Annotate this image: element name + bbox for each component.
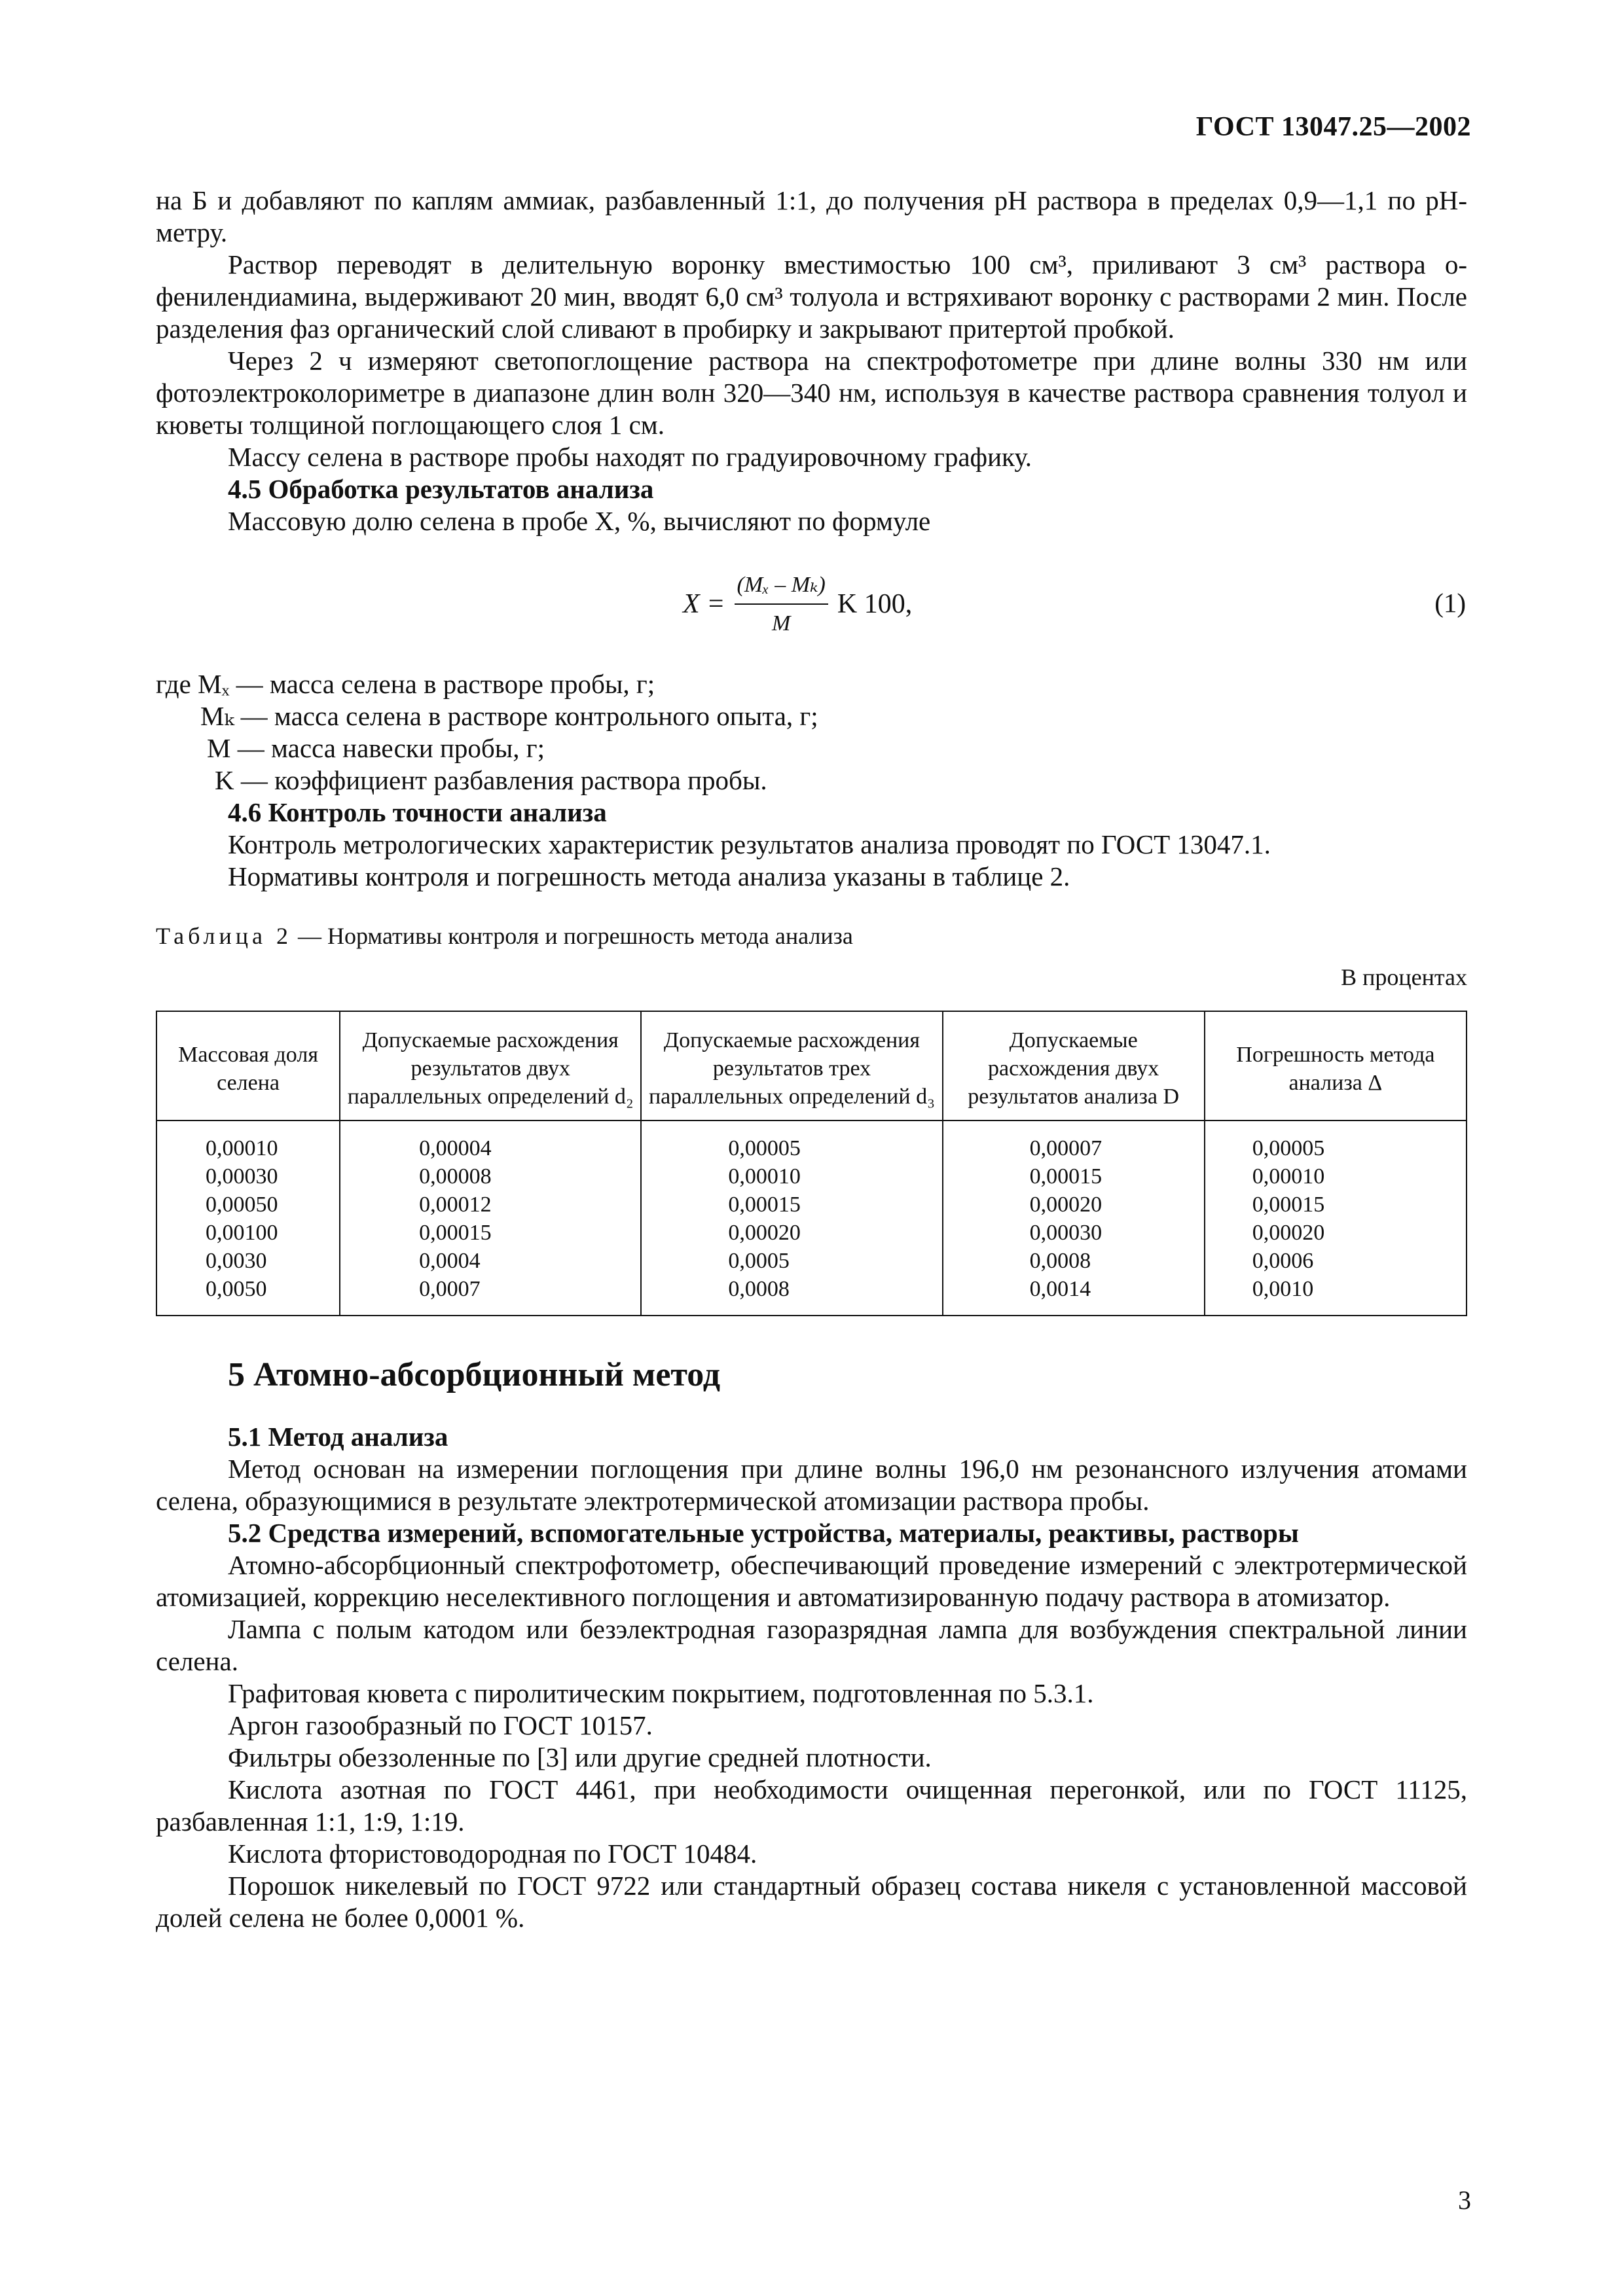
table-caption [156,920,1467,952]
paragraph: Графитовая кювета с пиролитическим покрытием, подготовленная по 5.3.1. [228,1678,1094,1708]
table-cell: 0,0004 [419,1249,481,1273]
formula-number: (1) [1434,588,1466,618]
formula-denominator: M [772,611,791,636]
table-cell: 0,00100 [206,1221,278,1245]
table-cell: 0,00004 [419,1136,492,1160]
table-cell: 0,00010 [728,1164,801,1189]
header-mass-fraction: Массовая доля селена [156,1011,340,1121]
table-cell: 0,00020 [1252,1221,1325,1245]
table-cell: 0,0010 [1252,1277,1314,1301]
table-caption-text: — Нормативы контроля и погрешность метода анализа [291,923,853,949]
document-header: ГОСТ 13047.25—2002 [1195,112,1471,142]
paragraph: Фильтры обеззоленные по [3] или другие средней плотности. [228,1742,932,1772]
paragraph: Через 2 ч измеряют светопоглощение раствора на спектрофотометре при длине волны 330 нм или фотоэлектроколориметре в диапазоне длин волн 320—340 нм, используя в качестве раствора сравнения толуол и кюветы толщиной поглощающего слоя 1 см. [156,346,1467,440]
paragraph: Раствор переводят в делительную воронку вместимостью 100 см³, приливают 3 см³ раствора о-фенилендиамина, выдерживают 20 мин, вводят 6,0 см³ толуола и встряхивают воронку с растворами 2 мин. После разделения фаз органический слой сливают в пробирку и закрывают притертой пробкой. [156,249,1467,344]
paragraph-continued: на Б и добавляют по каплям аммиак, разбавленный 1:1, до получения рН раствора в пределах 0,9—1,1 по рН-метру. [156,185,1467,247]
table-cell: 0,00008 [419,1164,492,1189]
header-delta: Погрешность метода анализа Δ [1205,1011,1467,1121]
legend-item: M — масса навески пробы, г; [207,733,545,763]
table-cell: 0,00012 [419,1193,492,1217]
table-cell: 0,00020 [728,1221,801,1245]
table-cell: 0,0050 [206,1277,267,1301]
table-caption-label: Таблица 2 [156,923,292,949]
paragraph: Кислота азотная по ГОСТ 4461, при необходимости очищенная перегонкой, или по ГОСТ 11125, разбавленная 1:1, 1:9, 1:19. [156,1774,1467,1837]
table-cell: 0,00020 [1029,1193,1103,1217]
header-d3: Допускаемые расхождения результатов трех параллельных определений d₃ [641,1011,942,1121]
table-cell: 0,00015 [419,1221,492,1245]
table-units: В процентах [1341,964,1467,990]
table-column [340,1121,641,1316]
table-cell: 0,00015 [1029,1164,1103,1189]
section-heading-4-6: 4.6 Контроль точности анализа [228,797,607,827]
table-cell: 0,0007 [419,1277,481,1301]
paragraph: Аргон газообразный по ГОСТ 10157. [228,1710,653,1740]
section-heading-5-2: 5.2 Средства измерений, вспомогательные устройства, материалы, реактивы, растворы [228,1518,1299,1548]
table-column [156,1121,340,1316]
formula-intro: Массовую долю селена в пробе X, %, вычисляют по формуле [228,506,931,536]
formula [683,569,912,639]
header-d2: Допускаемые расхождения результатов двух параллельных определений d₂ [340,1011,641,1121]
formula-rhs: K 100, [837,588,913,619]
page-number: 3 [1458,2185,1471,2215]
section-heading-4-5: 4.5 Обработка результатов анализа [228,474,654,504]
table-cell: 0,00050 [206,1193,278,1217]
formula-fraction [735,569,828,639]
table-column [943,1121,1205,1316]
table-cell: 0,00015 [728,1193,801,1217]
table-cell: 0,0030 [206,1249,267,1273]
table-cell: 0,00030 [206,1164,278,1189]
header-D: Допускаемые расхождения двух результатов анализа D [943,1011,1205,1121]
paragraph: Порошок никелевый по ГОСТ 9722 или стандартный образец состава никеля с установленной массовой долей селена не более 0,0001 %. [156,1871,1467,1933]
paragraph: Метод основан на измерении поглощения при длине волны 196,0 нм резонансного излучения атомами селена, образующимися в результате электротермической атомизации раствора пробы. [156,1454,1467,1516]
norms-table [156,1011,1467,1316]
table-cell: 0,00005 [1252,1136,1325,1160]
table-cell: 0,0014 [1029,1277,1091,1301]
paragraph: Массу селена в растворе пробы находят по градуировочному графику. [228,442,1032,472]
table-cell: 0,0008 [728,1277,790,1301]
table-row [156,1121,1467,1316]
paragraph: Атомно-абсорбционный спектрофотометр, обеспечивающий проведение измерений с электротермической атомизацией, коррекцию неселективного поглощения и автоматизированную подачу раствора в атомизатор. [156,1550,1467,1612]
paragraph: Нормативы контроля и погрешность метода анализа указаны в таблице 2. [228,861,1070,891]
section-heading-5: 5 Атомно-абсорбционный метод [228,1356,721,1393]
table-header-row [156,1011,1467,1121]
formula-numerator: (Mₓ – Mₖ) [735,569,828,605]
table-cell: 0,00007 [1029,1136,1103,1160]
table-column [641,1121,942,1316]
paragraph: Контроль метрологических характеристик результатов анализа проводят по ГОСТ 13047.1. [228,829,1271,859]
formula-lhs: X = [683,588,725,619]
table-cell: 0,0008 [1029,1249,1091,1273]
section-heading-5-1: 5.1 Метод анализа [228,1422,448,1452]
table-cell: 0,0006 [1252,1249,1314,1273]
table-cell: 0,00005 [728,1136,801,1160]
table-cell: 0,00010 [206,1136,278,1160]
legend-item: где Mₓ — масса селена в растворе пробы, г; [156,669,655,699]
legend-item: Mₖ — масса селена в растворе контрольного опыта, г; [200,701,818,731]
table-cell: 0,0005 [728,1249,790,1273]
page-content [156,185,1467,1934]
table-cell: 0,00030 [1029,1221,1103,1245]
paragraph: Лампа с полым катодом или безэлектродная газоразрядная лампа для возбуждения спектральной линии селена. [156,1614,1467,1676]
table-cell: 0,00010 [1252,1164,1325,1189]
table-cell: 0,00015 [1252,1193,1325,1217]
formula-legend [156,668,1467,797]
legend-item: K — коэффициент разбавления раствора пробы. [215,765,767,795]
paragraph: Кислота фтористоводородная по ГОСТ 10484. [228,1839,757,1869]
formula-block [156,554,1467,659]
table-column [1205,1121,1467,1316]
